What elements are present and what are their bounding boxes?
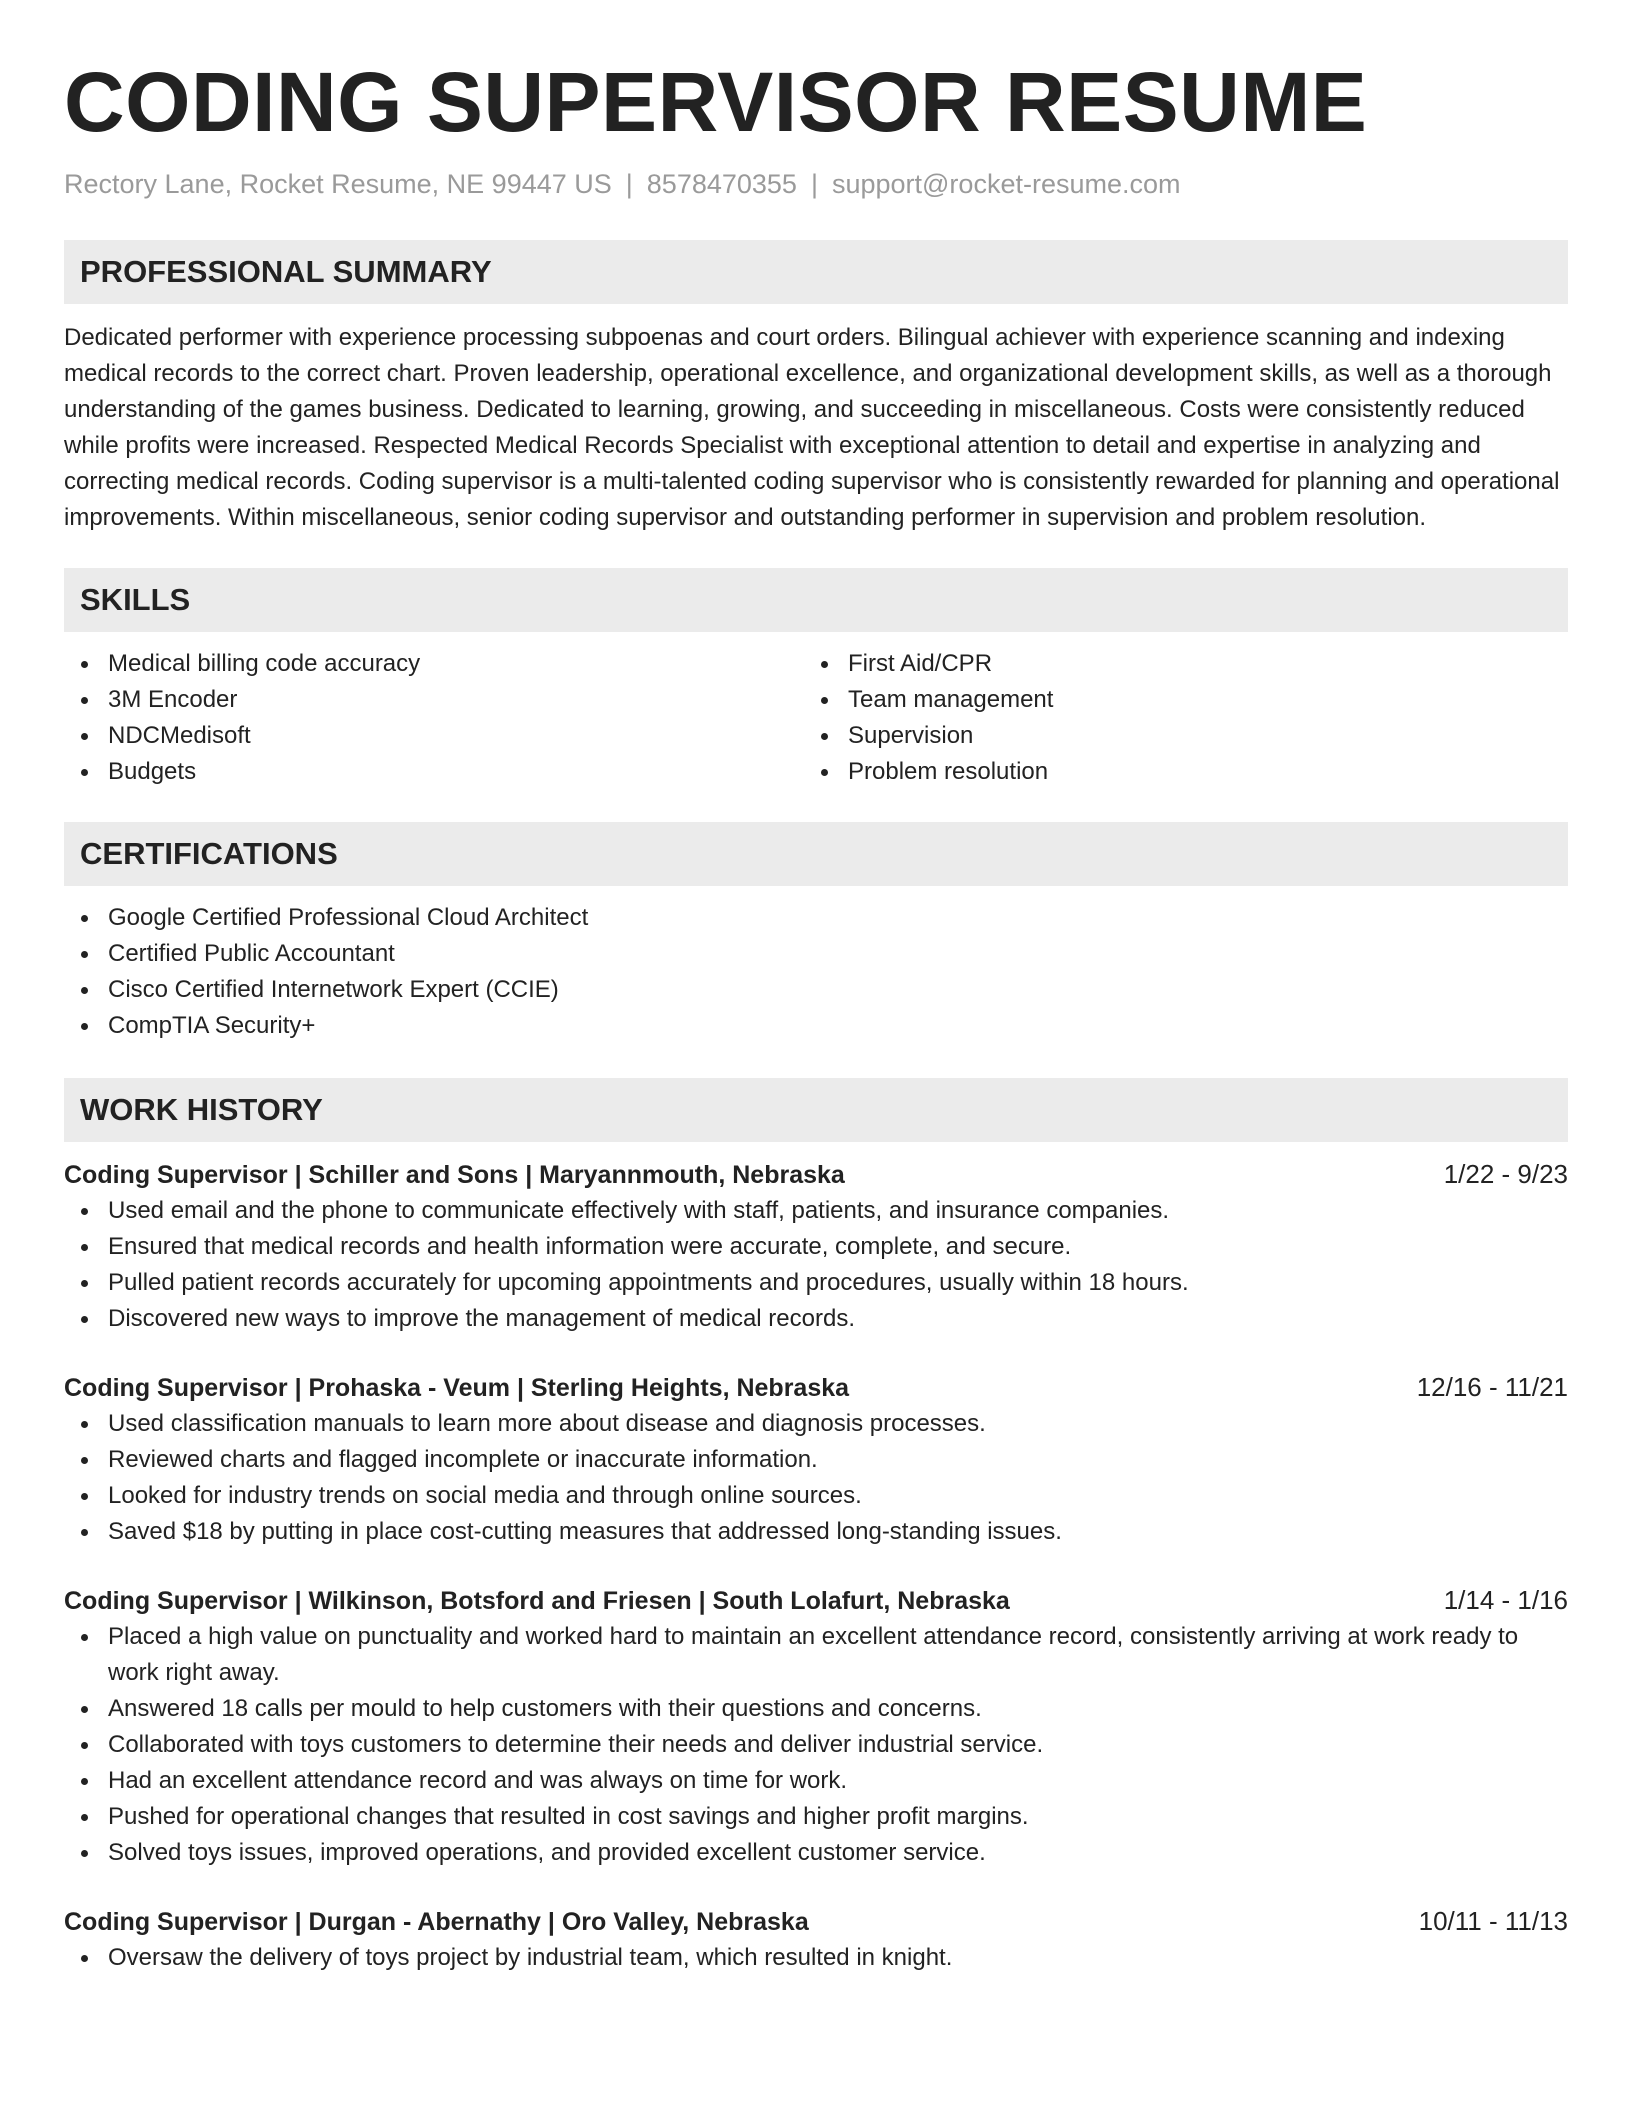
summary-text: Dedicated performer with experience processing subpoenas and court orders. Bilingual achiever with experience scanning and indexing medical records to the correct chart. Proven leadership, operational excellence, and organizational development skills, as well as a thorough understanding of the games business. Dedicated to learning, growing, and succeeding in miscellaneous. Costs were consistently reduced while profits were increased. Respected Medical Records Specialist with exceptional attention to detail and expertise in analyzing and correcting medical records. Coding supervisor is a multi-talented coding supervisor who is consistently rewarded for planning and operational improvements. Within miscellaneous, senior coding supervisor and outstanding performer in supervision and problem resolution. bbox=[64, 323, 1560, 531]
skill-item: Problem resolution bbox=[848, 754, 1544, 790]
certifications-section-header: CERTIFICATIONS bbox=[64, 822, 1568, 886]
skills-list bbox=[64, 646, 1568, 790]
job-duty-item: Discovered new ways to improve the management of medical records. bbox=[108, 1301, 1568, 1337]
skills-section-header: SKILLS bbox=[64, 568, 1568, 632]
skill-item: Team management bbox=[848, 682, 1544, 718]
job-header bbox=[64, 1156, 1568, 1193]
job-dates: 12/16 - 11/21 bbox=[1416, 1371, 1568, 1402]
job-header bbox=[64, 1903, 1568, 1940]
skills-column-right bbox=[804, 646, 1544, 790]
job-entry bbox=[64, 1369, 1568, 1550]
certification-item: Cisco Certified Internetwork Expert (CCIE) bbox=[108, 972, 1568, 1008]
skill-item: First Aid/CPR bbox=[848, 646, 1544, 682]
contact-address: Rectory Lane, Rocket Resume, NE 99447 US bbox=[64, 168, 612, 199]
skill-item: Supervision bbox=[848, 718, 1544, 754]
contact-separator: | bbox=[810, 168, 818, 199]
job-duty-item: Answered 18 calls per mould to help customers with their questions and concerns. bbox=[108, 1691, 1568, 1727]
job-header bbox=[64, 1369, 1568, 1406]
job-duty-item: Ensured that medical records and health information were accurate, complete, and secure. bbox=[108, 1229, 1568, 1265]
job-header bbox=[64, 1582, 1568, 1619]
skill-item: Medical billing code accuracy bbox=[108, 646, 804, 682]
job-duty-item: Saved $18 by putting in place cost-cutting measures that addressed long-standing issues. bbox=[108, 1514, 1568, 1550]
job-title: Coding Supervisor | Wilkinson, Botsford and Friesen | South Lolafurt, Nebraska bbox=[64, 1586, 1010, 1615]
job-duty-item: Collaborated with toys customers to determine their needs and deliver industrial service. bbox=[108, 1727, 1568, 1763]
skill-item: 3M Encoder bbox=[108, 682, 804, 718]
job-entry bbox=[64, 1156, 1568, 1337]
job-duty-item: Oversaw the delivery of toys project by industrial team, which resulted in knight. bbox=[108, 1940, 1568, 1976]
resume-title: CODING SUPERVISOR RESUME bbox=[64, 55, 1368, 149]
job-duty-item: Reviewed charts and flagged incomplete or inaccurate information. bbox=[108, 1442, 1568, 1478]
job-title: Coding Supervisor | Schiller and Sons | Maryannmouth, Nebraska bbox=[64, 1160, 845, 1189]
job-duty-item: Had an excellent attendance record and was always on time for work. bbox=[108, 1763, 1568, 1799]
job-duty-item: Used classification manuals to learn more about disease and diagnosis processes. bbox=[108, 1406, 1568, 1442]
job-duties bbox=[64, 1406, 1568, 1550]
contact-line bbox=[64, 167, 1568, 202]
job-duties bbox=[64, 1940, 1568, 1976]
job-entry bbox=[64, 1582, 1568, 1871]
job-dates: 1/22 - 9/23 bbox=[1443, 1158, 1568, 1189]
job-duty-item: Solved toys issues, improved operations, and provided excellent customer service. bbox=[108, 1835, 1568, 1871]
job-duties bbox=[64, 1193, 1568, 1337]
certification-item: Certified Public Accountant bbox=[108, 936, 1568, 972]
job-duty-item: Pushed for operational changes that resulted in cost savings and higher profit margins. bbox=[108, 1799, 1568, 1835]
skill-item: NDCMedisoft bbox=[108, 718, 804, 754]
work-history-section-header: WORK HISTORY bbox=[64, 1078, 1568, 1142]
job-title: Coding Supervisor | Durgan - Abernathy | Oro Valley, Nebraska bbox=[64, 1907, 809, 1936]
job-entry bbox=[64, 1903, 1568, 1976]
job-duty-item: Placed a high value on punctuality and worked hard to maintain an excellent attendance record, consistently arriving at work ready to work right away. bbox=[108, 1619, 1568, 1691]
contact-email[interactable]: support@rocket-resume.com bbox=[831, 168, 1181, 199]
contact-separator: | bbox=[625, 168, 633, 199]
skills-column-left bbox=[64, 646, 804, 790]
job-title: Coding Supervisor | Prohaska - Veum | Sterling Heights, Nebraska bbox=[64, 1373, 850, 1402]
contact-phone[interactable]: 8578470355 bbox=[646, 168, 797, 199]
skill-item: Budgets bbox=[108, 754, 804, 790]
summary-section-header: PROFESSIONAL SUMMARY bbox=[64, 240, 1568, 304]
job-dates: 1/14 - 1/16 bbox=[1443, 1584, 1568, 1615]
certification-item: Google Certified Professional Cloud Architect bbox=[108, 900, 1568, 936]
job-duty-item: Pulled patient records accurately for upcoming appointments and procedures, usually within 18 hours. bbox=[108, 1265, 1568, 1301]
job-duties bbox=[64, 1619, 1568, 1871]
job-dates: 10/11 - 11/13 bbox=[1418, 1905, 1568, 1936]
job-duty-item: Looked for industry trends on social media and through online sources. bbox=[108, 1478, 1568, 1514]
certifications-list bbox=[64, 900, 1568, 1044]
certification-item: CompTIA Security+ bbox=[108, 1008, 1568, 1044]
job-duty-item: Used email and the phone to communicate effectively with staff, patients, and insurance companies. bbox=[108, 1193, 1568, 1229]
